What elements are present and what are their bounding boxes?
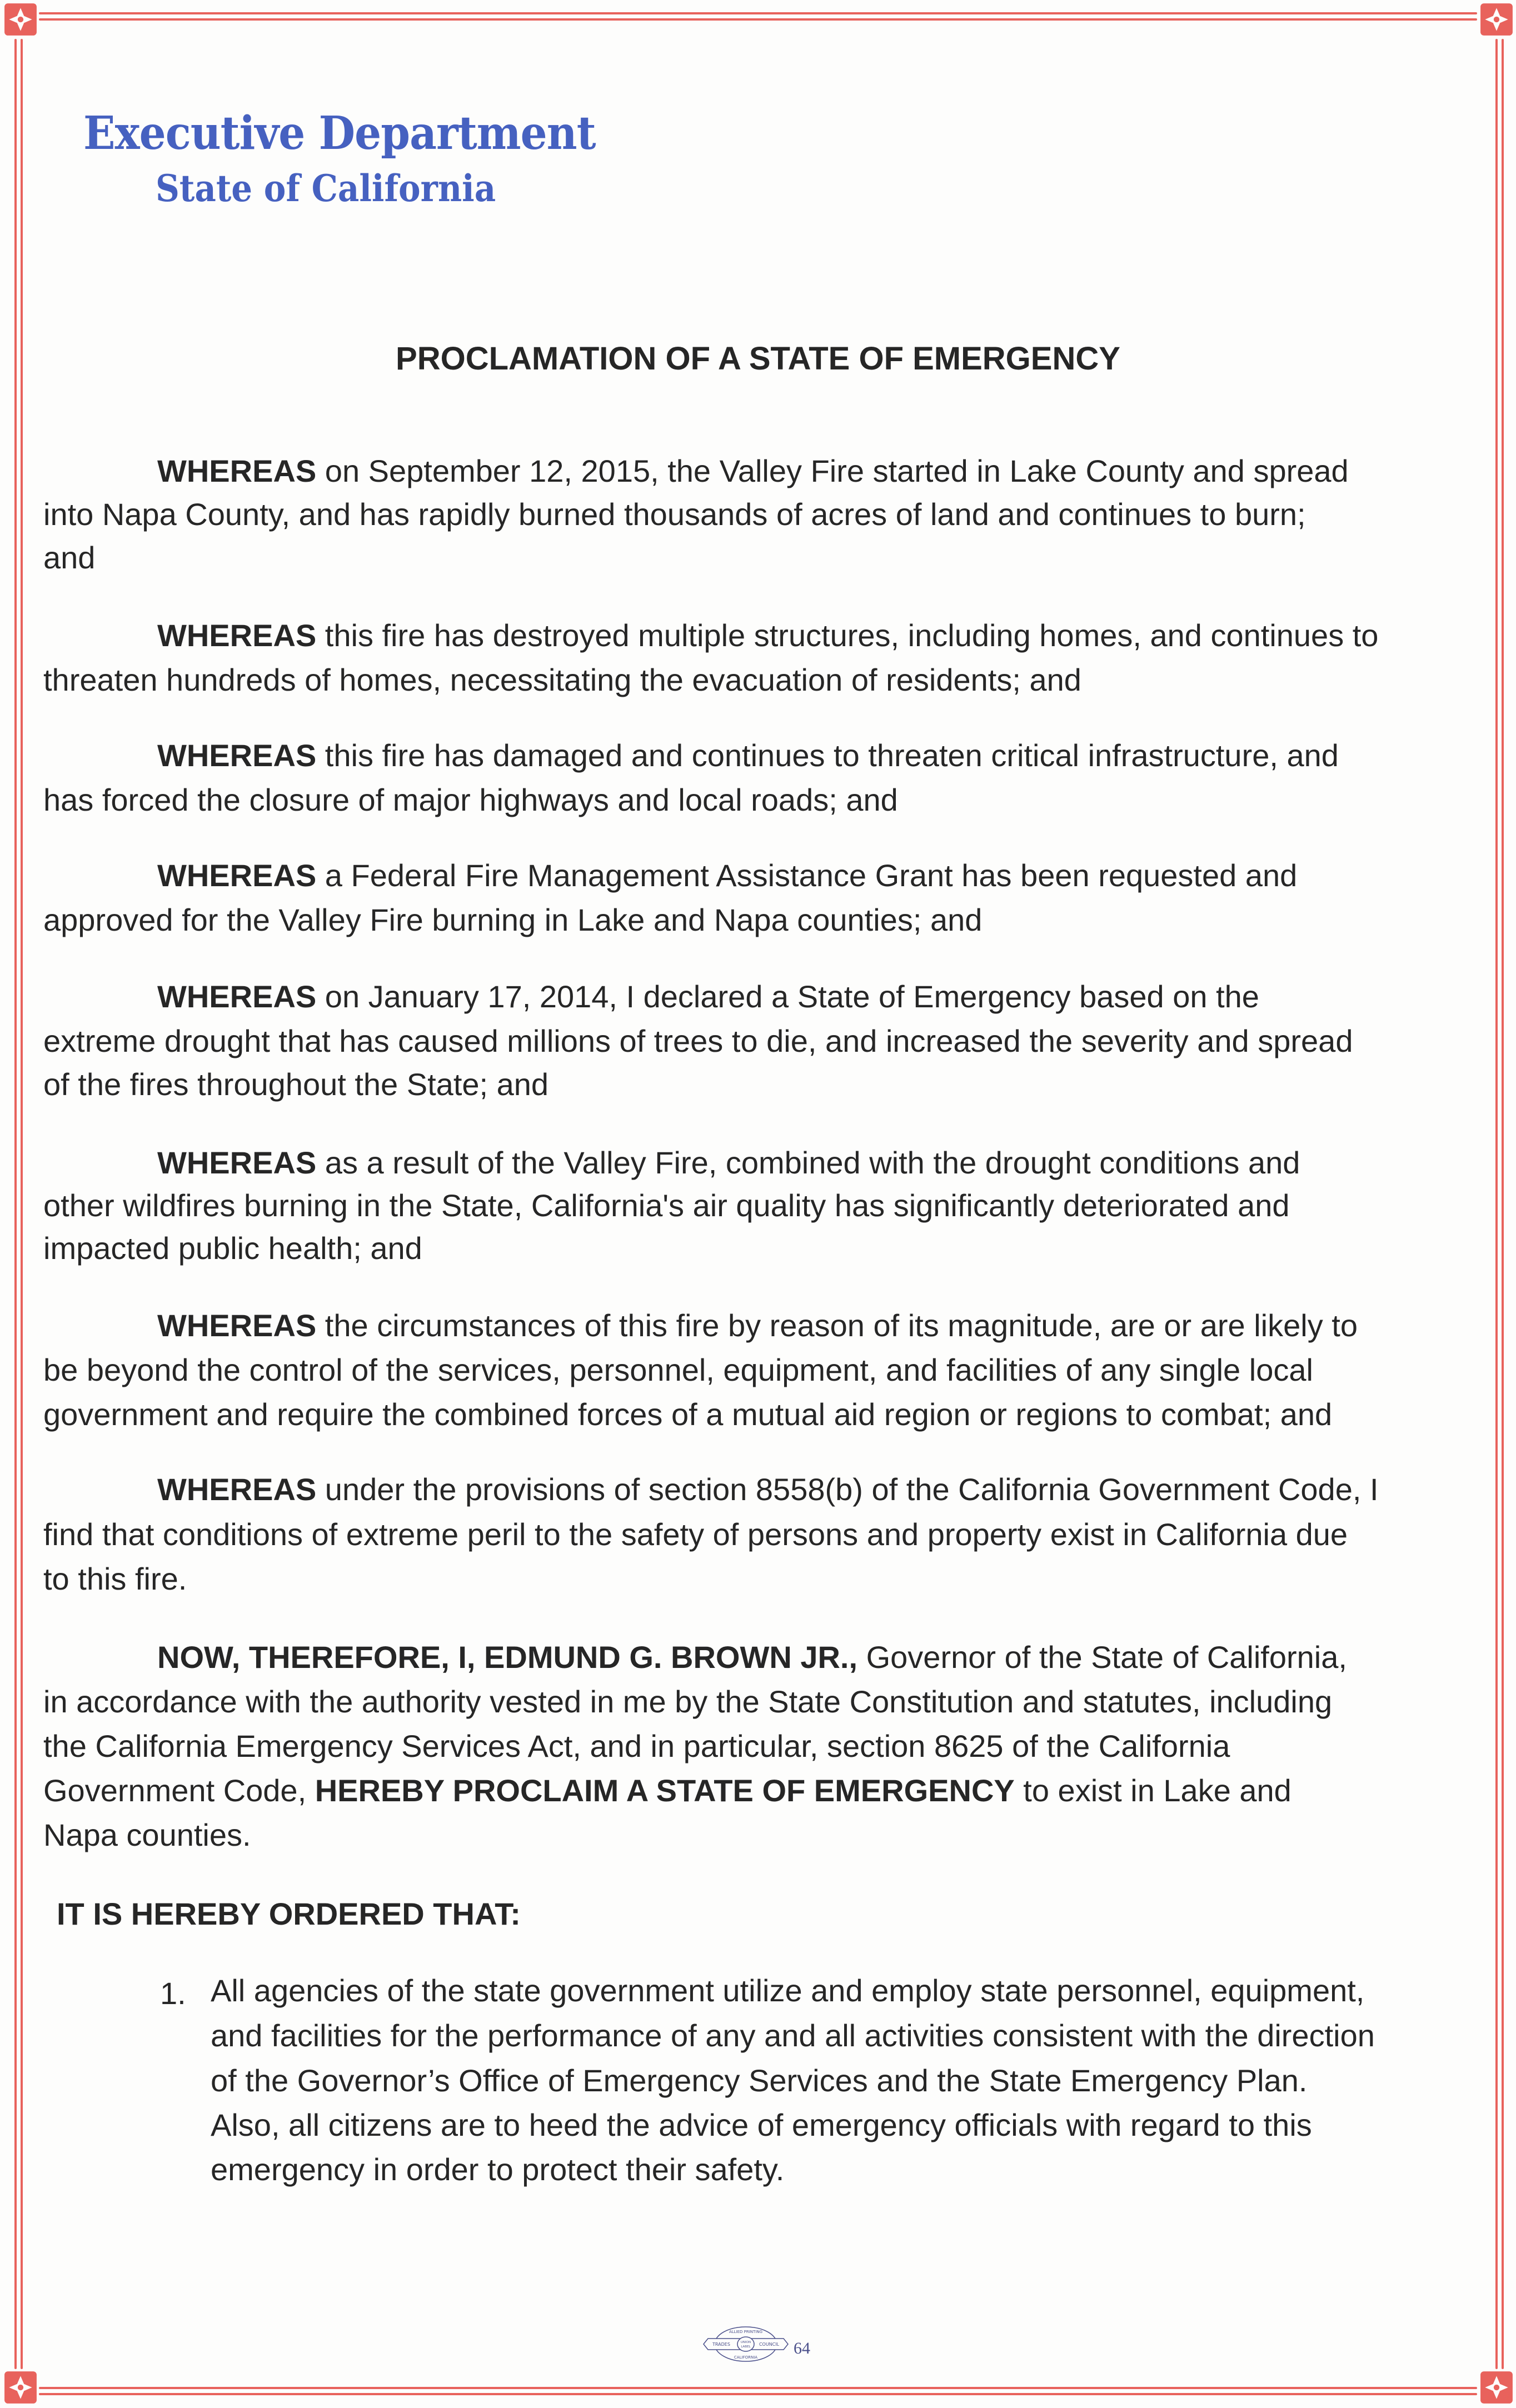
paragraph-text: the circumstances of this fire by reason of its magnitude, are or are likely to [316, 1308, 1358, 1343]
whereas-lead: WHEREAS [157, 1472, 317, 1507]
right-border-line-inner [1495, 39, 1498, 2369]
paragraph-1-line-1 [157, 453, 1349, 488]
now-therefore-line-4 [43, 1775, 1291, 1806]
whereas-lead: WHEREAS [157, 453, 317, 488]
proclaim-emphasis: HEREBY PROCLAIM A STATE OF EMERGENCY [315, 1773, 1015, 1808]
document-title: PROCLAMATION OF A STATE OF EMERGENCY [396, 341, 1120, 377]
now-therefore-lead: NOW, THEREFORE, I, EDMUND G. BROWN JR., [157, 1640, 858, 1675]
union-label-seal [701, 2325, 790, 2363]
paragraph-1-line-2: into Napa County, and has rapidly burned thousands of acres of land and continues to burn; [43, 497, 1306, 532]
paragraph-text: Government Code, [43, 1773, 315, 1808]
paragraph-4-line-1 [157, 860, 1297, 891]
paragraph-8-line-1 [157, 1474, 1379, 1505]
paragraph-text: Governor of the State of California, [857, 1640, 1347, 1675]
paragraph-5-line-3: of the fires throughout the State; and [43, 1067, 549, 1102]
paragraph-6-line-2: other wildfires burning in the State, California's air quality has significantly deteriorated and [43, 1188, 1290, 1223]
whereas-lead: WHEREAS [157, 858, 317, 893]
now-therefore-line-3: the California Emergency Services Act, and in particular, section 8625 of the California [43, 1728, 1230, 1763]
paragraph-7-line-2: be beyond the control of the services, personnel, equipment, and facilities of any single local [43, 1352, 1313, 1387]
paragraph-1-line-3: and [43, 540, 96, 575]
letterhead-executive-department: Executive Department [83, 107, 596, 160]
ordered-heading: IT IS HEREBY ORDERED THAT: [57, 1896, 521, 1931]
paragraph-text: as a result of the Valley Fire, combined with the drought conditions and [316, 1145, 1300, 1180]
paragraph-3-line-2: has forced the closure of major highways and local roads; and [43, 782, 898, 817]
left-border-line-inner [21, 39, 23, 2369]
order-number: 1. [160, 1976, 186, 2011]
order-1-line-5: emergency in order to protect their safety. [211, 2152, 785, 2187]
now-therefore-line-2: in accordance with the authority vested in me by the State Constitution and statutes, including [43, 1684, 1333, 1719]
corner-ornament-icon [1479, 2, 1514, 37]
paragraph-text: this fire has damaged and continues to threaten critical infrastructure, and [316, 738, 1339, 773]
paragraph-text: a Federal Fire Management Assistance Grant has been requested and [316, 858, 1298, 893]
bottom-border-line-inner [39, 2387, 1477, 2389]
union-label-top: ALLIED PRINTING [729, 2330, 763, 2334]
paragraph-8-line-3: to this fire. [43, 1561, 187, 1596]
paragraph-2-line-1 [157, 620, 1378, 651]
paragraph-text: under the provisions of section 8558(b) of the California Government Code, I [316, 1472, 1379, 1507]
paragraph-text: on September 12, 2015, the Valley Fire started in Lake County and spread [316, 453, 1349, 488]
top-border-line-outer [39, 12, 1477, 14]
order-1-line-1: All agencies of the state government utilize and employ state personnel, equipment, [211, 1973, 1365, 2008]
whereas-lead: WHEREAS [157, 1145, 317, 1180]
paragraph-8-line-2: find that conditions of extreme peril to the safety of persons and property exist in California due [43, 1517, 1348, 1552]
page-number: 64 [794, 2339, 810, 2357]
whereas-lead: WHEREAS [157, 738, 317, 773]
whereas-lead: WHEREAS [157, 618, 317, 653]
union-label-bottom: CALIFORNIA [734, 2355, 758, 2360]
paragraph-7-line-1 [157, 1310, 1358, 1341]
union-label-left: TRADES [712, 2342, 730, 2347]
paragraph-6-line-3: impacted public health; and [43, 1231, 422, 1266]
paragraph-5-line-2: extreme drought that has caused millions of trees to die, and increased the severity and spread [43, 1023, 1353, 1058]
whereas-lead: WHEREAS [157, 979, 317, 1014]
corner-ornament-icon [1479, 2370, 1514, 2405]
order-1-line-3: of the Governor’s Office of Emergency Services and the State Emergency Plan. [211, 2063, 1308, 2098]
order-1-line-4: Also, all citizens are to heed the advice of emergency officials with regard to this [211, 2107, 1312, 2142]
right-border-line-outer [1502, 39, 1504, 2369]
now-therefore-line-1 [157, 1642, 1347, 1673]
left-border-line-outer [14, 39, 17, 2369]
now-therefore-line-5: Napa counties. [43, 1817, 251, 1852]
paragraph-4-line-2: approved for the Valley Fire burning in Lake and Napa counties; and [43, 902, 983, 937]
corner-ornament-icon [3, 2, 38, 37]
paragraph-text: on January 17, 2014, I declared a State of Emergency based on the [316, 979, 1259, 1014]
paragraph-text: this fire has destroyed multiple structures, including homes, and continues to [316, 618, 1379, 653]
paragraph-7-line-3: government and require the combined forces of a mutual aid region or regions to combat; and [43, 1397, 1333, 1432]
corner-ornament-icon [3, 2370, 38, 2405]
order-1-line-2: and facilities for the performance of any and all activities consistent with the direction [211, 2018, 1375, 2053]
paragraph-text: to exist in Lake and [1014, 1773, 1291, 1808]
paragraph-6-line-1 [157, 1147, 1300, 1178]
paragraph-3-line-1 [157, 740, 1339, 771]
top-border-line-inner [39, 18, 1477, 21]
letterhead-state-of-california: State of California [156, 167, 496, 210]
bottom-border-line-outer [39, 2393, 1477, 2395]
paragraph-2-line-2: threaten hundreds of homes, necessitating the evacuation of residents; and [43, 662, 1081, 697]
paragraph-5-line-1 [157, 981, 1259, 1012]
union-label-center-2: LABEL [741, 2345, 751, 2349]
union-label-right: COUNCIL [759, 2342, 780, 2347]
whereas-lead: WHEREAS [157, 1308, 317, 1343]
union-label-center-1: UNION [740, 2341, 751, 2344]
